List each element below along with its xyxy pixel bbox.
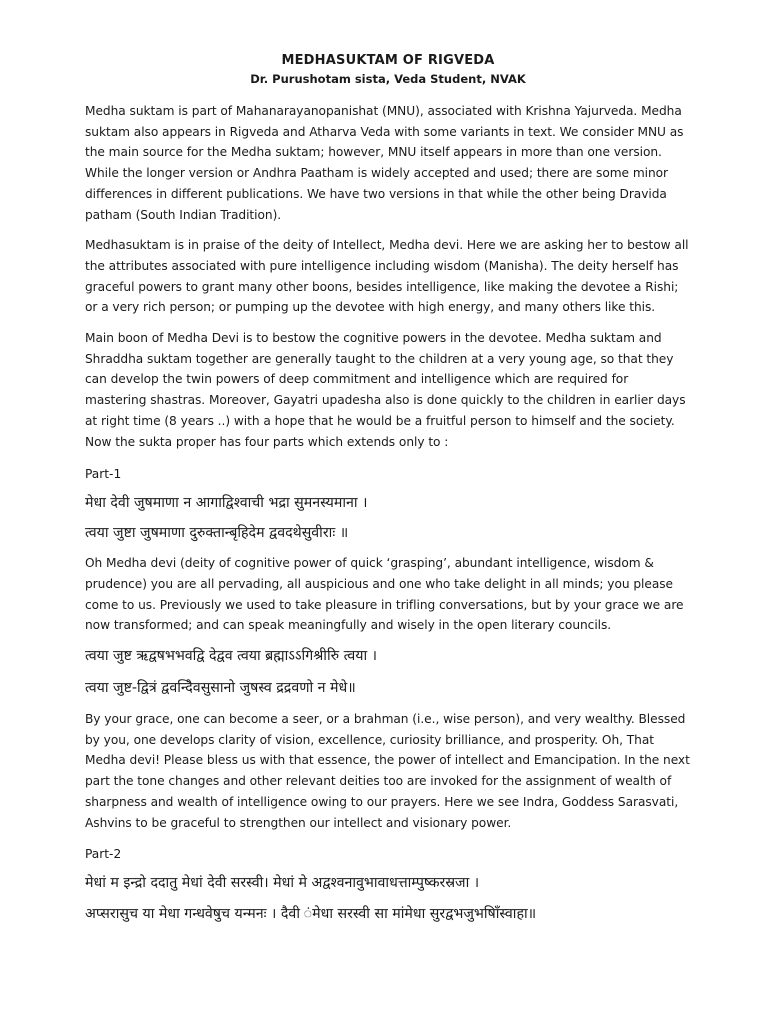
part-1-verse-2: त्वया जुष्टा जुषमाणा दुरुक्तान्बृहिदेम द्ववदथेसुवीराः ॥ [85,525,349,542]
intro-paragraph-1: Medha suktam is part of Mahanarayanopanishat (MNU), associated with Krishna Yajurveda. Medha suktam also appears in Rigveda and Atharva Veda with some variants in text. We consider MNU as the main source for the Medha suktam; however, MNU itself appears in more than one version. While the longer version or Andhra Paatham is widely accepted and used; there are some minor differences in different publications. We have two versions in that while the other being Dravida patham (South Indian Tradition). [85,104,684,222]
part-1-translation-1: Oh Medha devi (deity of cognitive power of quick ‘grasping’, abundant intelligence, wisdom & prudence) you are all pervading, all auspicious and one who take delight in all minds; you please come to us. Previously we used to take pleasure in trifling conversations, but by your grace we are now transformed; and can speak meaningfully and wisely in the open literary councils. [85,556,684,633]
part-2-label: Part-2 [85,847,122,862]
part-2-verse-1: मेधां म इन्द्रो ददातु मेधां देवी सरस्वी। मेधां मे अद्वश्वनावुभावाधत्ताम्पुष्करस्रजा । [85,875,480,892]
document-page [85,52,691,925]
part-1-verse-1: मेधा देवी जुषमाणा न आगाद्विश्वाची भद्रा सुमनस्यमाना । [85,495,368,512]
part-1-verse-4: त्वया जुष्ट-द्वित्रं द्ववन्दैिवसुसानो जुषस्व द्रद्रवणो न मेधे॥ [85,680,356,697]
intro-paragraph-2: Medhasuktam is in praise of the deity of Intellect, Medha devi. Here we are asking her to bestow all the attributes associated with pure intelligence including wisdom (Manisha). The deity herself has graceful powers to grant many other boons, besides intelligence, like making the devotee a Rishi; or a very rich person; or pumping up the devotee with high energy, and many others like this. [85,238,689,315]
intro-paragraph-3: Main boon of Medha Devi is to bestow the cognitive powers in the devotee. Medha suktam and Shraddha suktam together are generally taught to the children at a very young age, so that they can develop the twin powers of deep commitment and intelligence which are required for mastering shastras. Moreover, Gayatri upadesha also is done quickly to the children in earlier days at right time (8 years ..) with a hope that he would be a fruitful person to himself and the society. Now the sukta proper has four parts which extends only to : [85,331,686,449]
document-title: MEDHASUKTAM OF RIGVEDA [281,53,495,68]
part-1-verse-3: त्वया जुष्ट ऋद्वषभभवद्वि देद्वव त्वया ब्रह्माऽऽगिश्रीरुि त्वया । [85,648,378,665]
part-2-verse-2: अप्सरासुच या मेधा गन्धवेषुच यन्मनः । दैवी ंमेधा सरस्वी सा मांमेधा सुरद्वभजुभषिाँस्वाहा॥ [85,906,537,923]
part-1-label: Part-1 [85,467,122,482]
part-1-translation-2: By your grace, one can become a seer, or a brahman (i.e., wise person), and very wealthy. Blessed by you, one develops clarity of vision, excellence, curiosity brilliance, and prosperity. Oh, That Medha devi! Please bless us with that essence, the power of intellect and Emancipation. In the next part the tone changes and other relevant deities too are invoked for the assignment of wealth of sharpness and wealth of intelligence owing to our prayers. Here we see Indra, Goddess Sarasvati, Ashvins to be graceful to strengthen our intellect and visionary power. [85,712,690,830]
author-line: Dr. Purushotam sista, Veda Student, NVAK [250,72,526,86]
